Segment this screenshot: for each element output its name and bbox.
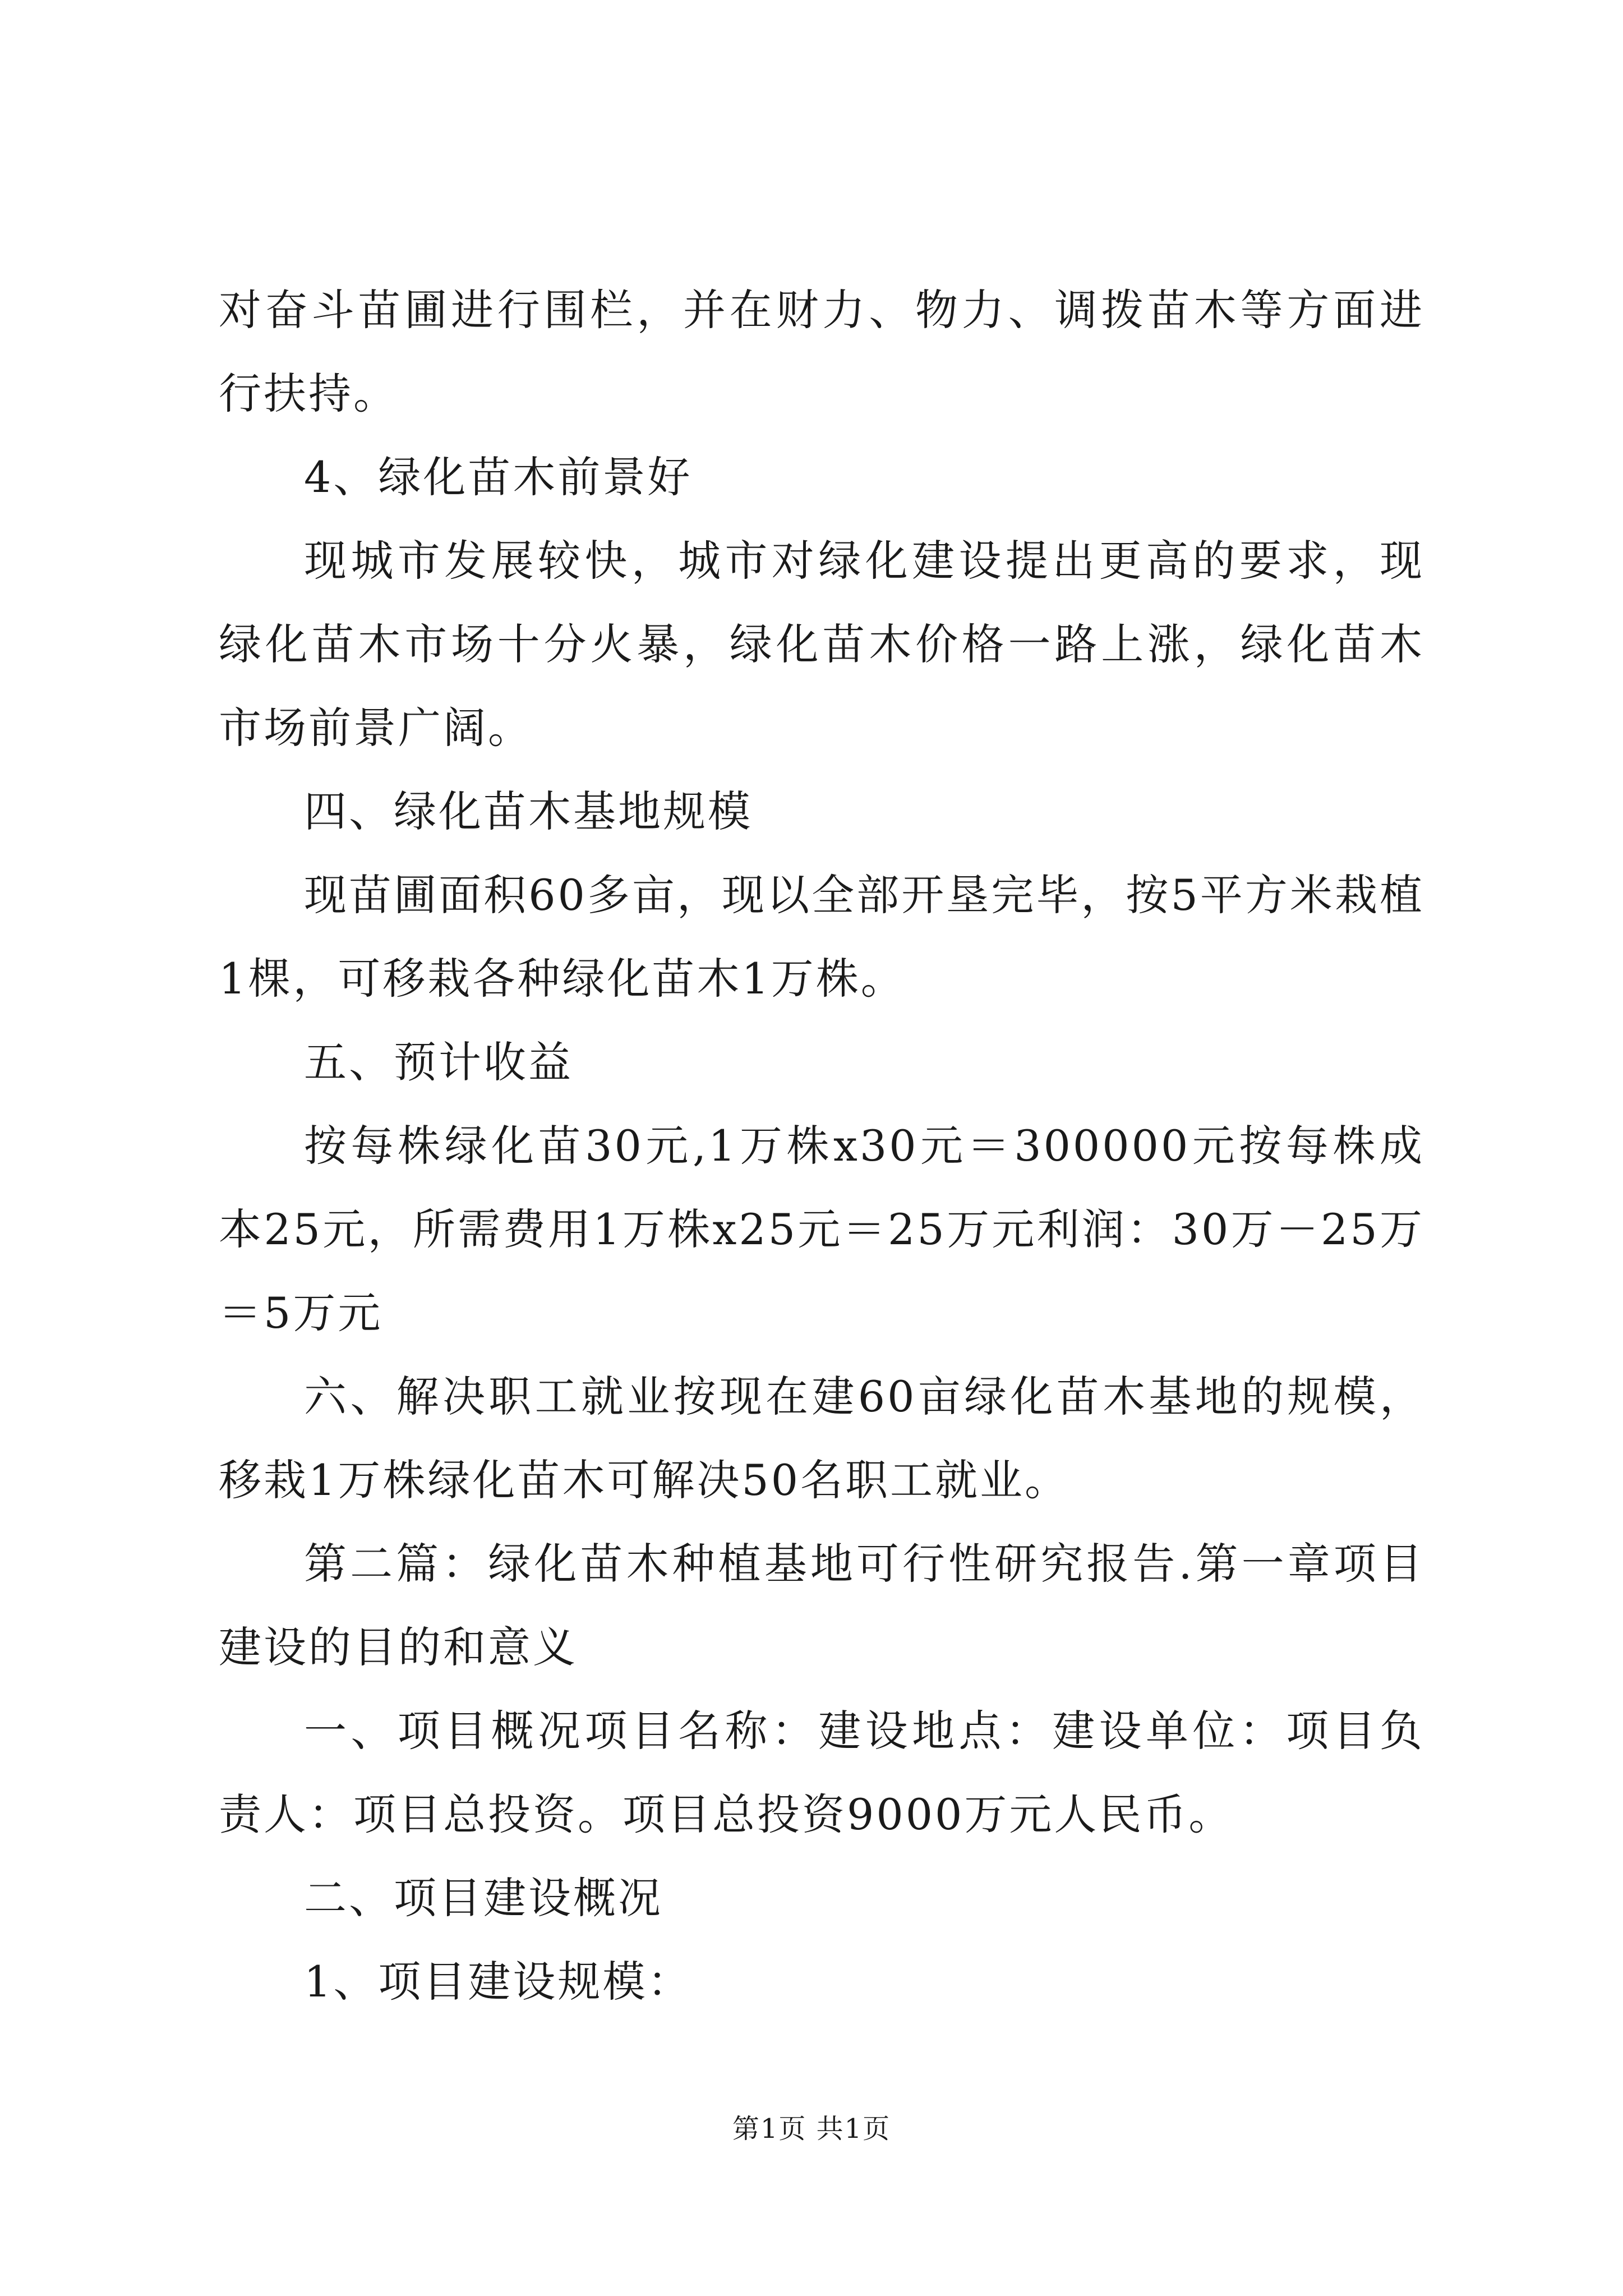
section-heading: 五、预计收益 (304, 1037, 573, 1087)
paragraph: 现苗圃面积60多亩，现以全部开垦完毕，按5平方米栽植1棵，可移栽各种绿化苗木1万株。 (219, 870, 1424, 1004)
document-body (219, 268, 1424, 2023)
section-heading: 四、绿化苗木基地规模 (304, 786, 753, 836)
paragraph: 现城市发展较快，城市对绿化建设提出更高的要求，现绿化苗木市场十分火暴，绿化苗木价格一路上涨，绿化苗木市场前景广阔。 (219, 536, 1424, 753)
paragraph: 按每株绿化苗30元,1万株x30元＝300000元按每株成本25元，所需费用1万株x25元＝25万元利润：30万－25万＝5万元 (219, 1121, 1424, 1338)
paragraph: 对奋斗苗圃进行围栏，并在财力、物力、调拨苗木等方面进行扶持。 (219, 285, 1424, 418)
page-number-footer: 第1页 共1页 (732, 2113, 891, 2145)
section-heading: 4、绿化苗木前景好 (304, 452, 693, 502)
paragraph: 六、解决职工就业按现在建60亩绿化苗木基地的规模，移栽1万株绿化苗木可解决50名职工就业。 (219, 1372, 1424, 1505)
paragraph: 第二篇：绿化苗木种植基地可行性研究报告.第一章项目建设的目的和意义 (219, 1539, 1424, 1672)
paragraph: 一、项目概况项目名称：建设地点：建设单位：项目负责人：项目总投资。项目总投资9000万元人民币。 (219, 1706, 1424, 1839)
section-heading: 1、项目建设规模： (304, 1957, 693, 2007)
section-heading: 二、项目建设概况 (304, 1873, 663, 1923)
